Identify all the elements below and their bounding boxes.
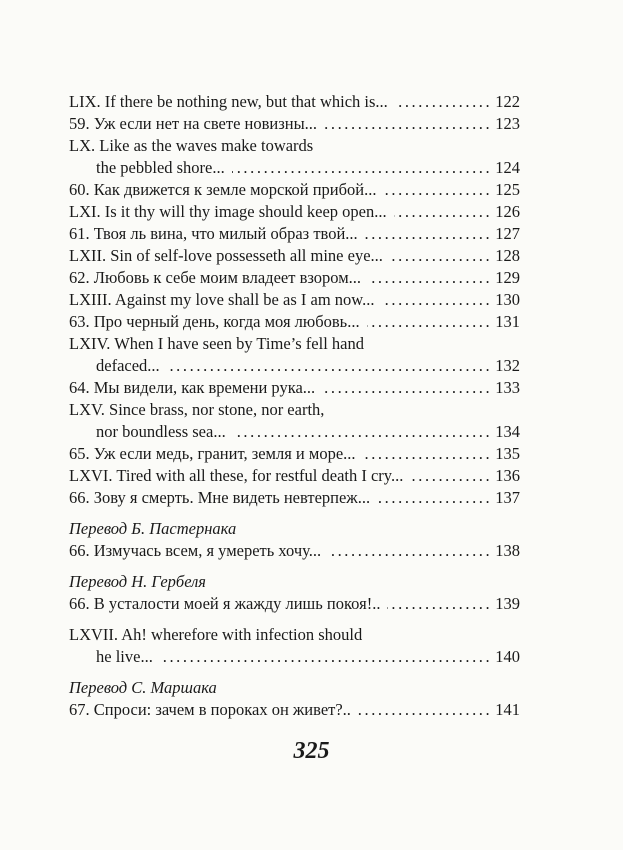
entry-number: 66. (69, 594, 90, 613)
entry-title: Уж если нет на свете новизны... (93, 114, 318, 133)
toc-entry (69, 487, 520, 509)
entry-title: Спроси: зачем в пороках он живет?.. (93, 700, 351, 719)
spacer (69, 615, 520, 624)
entry-number: LXVII. (69, 625, 119, 644)
dot-leader (394, 201, 493, 223)
entry-title: В усталости моей я жажду лишь покоя!.. (93, 594, 381, 613)
entry-title: If there be nothing new, but that which is... (104, 92, 388, 111)
dot-leader (377, 487, 492, 509)
toc-entry (69, 311, 520, 333)
toc-entry (69, 201, 520, 223)
entry-page: 134 (495, 422, 520, 441)
dot-leader (410, 465, 492, 487)
dot-leader (233, 421, 493, 443)
toc-entry (69, 593, 520, 615)
toc-entry (69, 113, 520, 135)
entry-number: 63. (69, 312, 90, 331)
toc-entry (69, 223, 520, 245)
entry-title: Tired with all these, for restful death I cry... (116, 466, 404, 485)
toc-entry (69, 699, 520, 721)
entry-page: 141 (495, 700, 520, 719)
entry-title: Like as the waves make towards (99, 136, 314, 155)
entry-number: 67. (69, 700, 90, 719)
dot-leader (390, 245, 492, 267)
dot-leader (367, 311, 493, 333)
dot-leader (160, 646, 492, 668)
entry-page: 130 (495, 290, 520, 309)
entry-number: 59. (69, 114, 90, 133)
entry-title: Ah! wherefore with infection should (121, 625, 363, 644)
entry-title: Against my love shall be as I am now... (114, 290, 375, 309)
toc-entry (69, 91, 520, 113)
entry-number: 60. (69, 180, 90, 199)
entry-page: 136 (495, 466, 520, 485)
entry-number: 66. (69, 488, 90, 507)
dot-leader (322, 377, 492, 399)
entry-number: LX. (69, 136, 96, 155)
entry-title: Sin of self-love possesseth all mine eye... (110, 246, 383, 265)
entry-page: 122 (495, 92, 520, 111)
entry-number: LXIV. (69, 334, 111, 353)
entry-page: 125 (495, 180, 520, 199)
dot-leader (363, 443, 493, 465)
dot-leader (395, 91, 492, 113)
entry-title: Since brass, nor stone, nor earth, (109, 400, 325, 419)
entry-number: 66. (69, 541, 90, 560)
entry-title: Мы видели, как времени рука... (93, 378, 316, 397)
page-number: 325 (293, 738, 330, 764)
entry-title: Измучась всем, я умереть хочу... (93, 541, 322, 560)
entry-page: 129 (495, 268, 520, 287)
dot-leader (232, 157, 492, 179)
toc-entry (69, 624, 520, 668)
table-of-contents (69, 91, 520, 721)
entry-page: 126 (495, 202, 520, 221)
entry-page: 138 (495, 541, 520, 560)
dot-leader (387, 593, 492, 615)
toc-entry (69, 465, 520, 487)
entry-title: Про черный день, когда моя любовь... (93, 312, 360, 331)
section-heading-marshak: Перевод С. Маршака (69, 678, 217, 697)
entry-title: Уж если медь, гранит, земля и море... (93, 444, 356, 463)
entry-page: 128 (495, 246, 520, 265)
entry-title: Is it thy will thy image should keep open... (104, 202, 387, 221)
entry-title-continued: the pebbled shore... (96, 158, 225, 177)
entry-number: LXII. (69, 246, 107, 265)
toc-entry (69, 289, 520, 311)
section-heading-pasternak: Перевод Б. Пастернака (69, 519, 237, 538)
entry-number: 64. (69, 378, 90, 397)
entry-number: 61. (69, 224, 90, 243)
toc-entry (69, 267, 520, 289)
entry-title: Зову я смерть. Мне видеть невтерпеж... (93, 488, 371, 507)
toc-entry (69, 333, 520, 377)
entry-number: LXV. (69, 400, 105, 419)
entry-page: 132 (495, 356, 520, 375)
toc-entry (69, 443, 520, 465)
toc-entry (69, 245, 520, 267)
entry-title-continued: he live... (96, 647, 153, 666)
entry-number: LXI. (69, 202, 101, 221)
entry-page: 124 (495, 158, 520, 177)
entry-title: Твоя ль вина, что милый образ твой... (93, 224, 358, 243)
dot-leader (368, 267, 492, 289)
entry-number: LIX. (69, 92, 101, 111)
dot-leader (328, 540, 492, 562)
entry-page: 139 (495, 594, 520, 613)
toc-entry (69, 377, 520, 399)
entry-title: Любовь к себе моим владеет взором... (93, 268, 362, 287)
entry-number: 65. (69, 444, 90, 463)
dot-leader (384, 179, 493, 201)
toc-entry (69, 135, 520, 179)
entry-title: Как движется к земле морской прибой... (93, 180, 377, 199)
dot-leader (358, 699, 492, 721)
entry-title-continued: defaced... (96, 356, 160, 375)
entry-title-continued: nor boundless sea... (96, 422, 226, 441)
entry-number: LXIII. (69, 290, 112, 309)
dot-leader (382, 289, 493, 311)
entry-page: 123 (495, 114, 520, 133)
entry-page: 135 (495, 444, 520, 463)
toc-entry (69, 399, 520, 443)
toc-entry (69, 179, 520, 201)
dot-leader (324, 113, 492, 135)
entry-number: LXVI. (69, 466, 113, 485)
section-heading-gerbel: Перевод Н. Гербеля (69, 572, 206, 591)
entry-page: 137 (495, 488, 520, 507)
entry-page: 127 (495, 224, 520, 243)
entry-title: When I have seen by Time’s fell hand (114, 334, 364, 353)
entry-page: 140 (495, 647, 520, 666)
dot-leader (365, 223, 493, 245)
entry-page: 133 (495, 378, 520, 397)
entry-page: 131 (495, 312, 520, 331)
toc-entry (69, 540, 520, 562)
dot-leader (167, 355, 493, 377)
entry-number: 62. (69, 268, 90, 287)
